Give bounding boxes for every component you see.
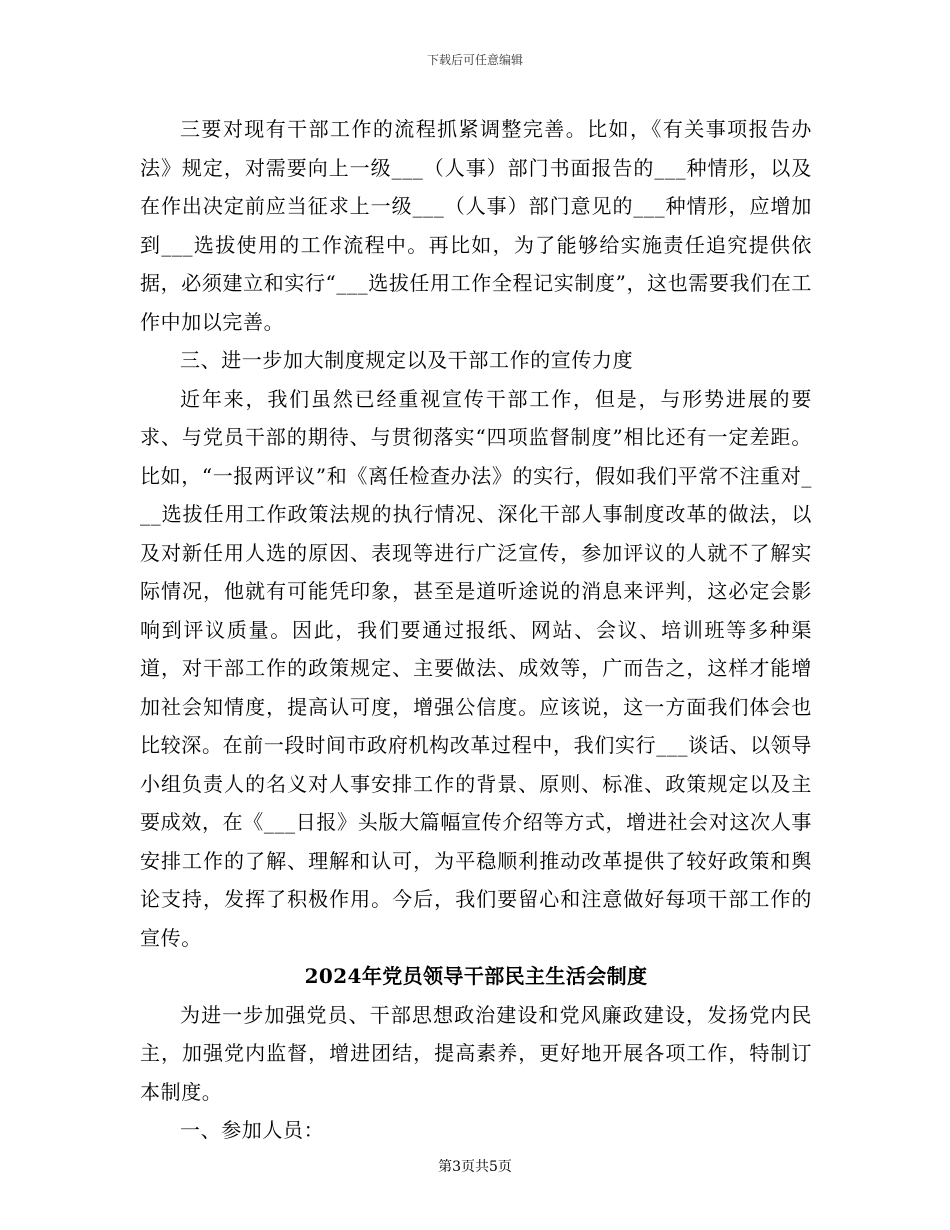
page-number: 第3页共5页	[438, 1159, 512, 1175]
page-header: 下载后可任意编辑	[426, 53, 523, 67]
section-heading-participants: 一、参加人员：	[180, 1118, 325, 1142]
section-heading-publicity: 三、进一步加大制度规定以及干部工作的宣传力度	[180, 348, 634, 372]
document-title: 2024年党员领导干部民主生活会制度	[304, 964, 648, 988]
document-body	[140, 110, 812, 1150]
paragraph-publicity: 近年来，我们虽然已经重视宣传干部工作，但是，与形势进展的要求、与党员干部的期待、与贯彻落实“四项监督制度”相比还有一定差距。比如，“一报两评议”和《离任检查办法》的实行，假如我们平常不注重对___选拔任用工作政策法规的执行情况、深化干部人事制度改革的做法，以及对新任用人选的原因、表现等进行广泛宣传，参加评议的人就不了解实际情况，他就有可能凭印象，甚至是道听途说的消息来评判，这必定会影响到评议质量。因此，我们要通过报纸、网站、会议、培训班等多种渠道，对干部工作的政策规定、主要做法、成效等，广而告之，这样才能增加社会知情度，提高认可度，增强公信度。应该说，这一方面我们体会也比较深。在前一段时间市政府机构改革过程中，我们实行___谈话、以领导小组负责人的名义对人事安排工作的背景、原则、标准、政策规定以及主要成效，在《___日报》头版大篇幅宣传介绍等方式，增进社会对这次人事安排工作的了解、理解和认可，为平稳顺利推动改革提供了较好政策和舆论支持，发挥了积极作用。今后，我们要留心和注意做好每项干部工作的宣传。	[140, 386, 812, 950]
paragraph-purpose: 为进一步加强党员、干部思想政治建设和党风廉政建设，发扬党内民主，加强党内监督，增进团结，提高素养，更好地开展各项工作，特制订本制度。	[140, 1002, 812, 1104]
paragraph-process-improvement: 三要对现有干部工作的流程抓紧调整完善。比如，《有关事项报告办法》规定，对需要向上一级___（人事）部门书面报告的___种情形，以及在作出决定前应当征求上一级___（人事）部门意见的___种情形，应增加到___选拔使用的工作流程中。再比如，为了能够给实施责任追究提供依据，必须建立和实行“___选拔任用工作全程记实制度”，这也需要我们在工作中加以完善。	[140, 117, 812, 334]
